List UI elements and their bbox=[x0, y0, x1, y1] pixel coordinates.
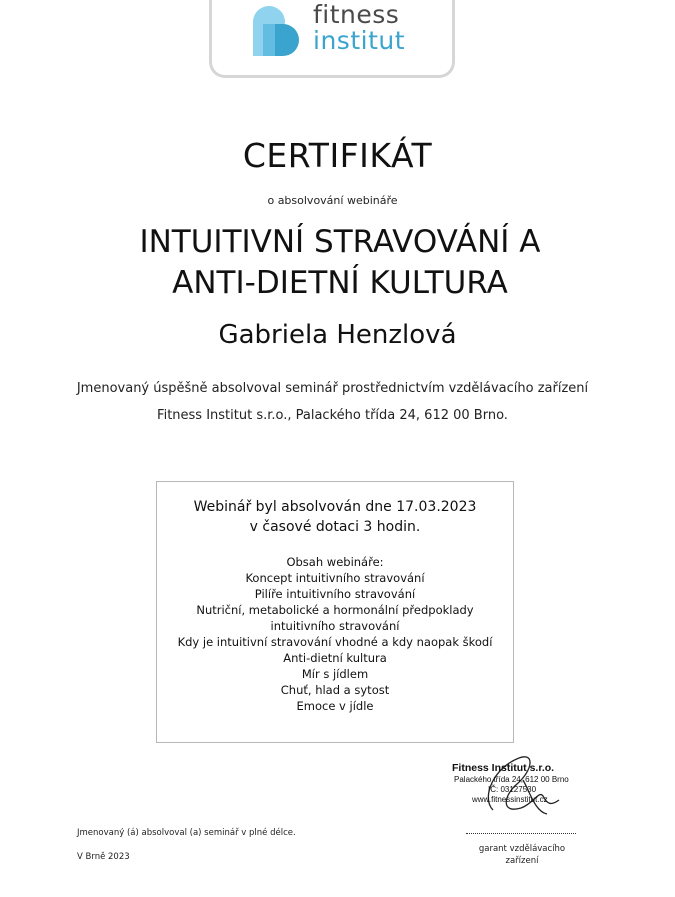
stamp-line: Palackého třída 24, 612 00 Brno bbox=[454, 775, 569, 784]
stamp-line: IČ: 03127530 bbox=[488, 785, 537, 794]
contents-item: Koncept intuitivního stravování bbox=[245, 571, 425, 585]
contents-item: Mír s jídlem bbox=[301, 667, 369, 681]
company-stamp bbox=[452, 762, 582, 805]
certificate-subtitle: o absolvování webináře bbox=[267, 194, 398, 207]
webinar-info-box bbox=[156, 481, 514, 743]
contents-item: Kdy je intuitivní stravování vhodné a kdy naopak škodí bbox=[177, 635, 493, 649]
webinar-contents bbox=[157, 554, 513, 714]
certificate-title: CERTIFIKÁT bbox=[242, 136, 433, 175]
stamp-company-name: Fitness Institut s.r.o. bbox=[452, 762, 555, 774]
contents-item: Anti-dietní kultura bbox=[283, 651, 387, 665]
guarantor-line: zařízení bbox=[505, 856, 539, 866]
statement-line: Jmenovaný úspěšně absolvoval seminář prostřednictvím vzdělávacího zařízení bbox=[76, 381, 589, 396]
footer-note: Jmenovaný (á) absolvoval (a) seminář v plné délce. bbox=[77, 828, 296, 838]
contents-item: Emoce v jídle bbox=[296, 699, 374, 713]
logo-box bbox=[209, 0, 455, 78]
contents-item: intuitivního stravování bbox=[270, 619, 400, 633]
contents-item: Chuť, hlad a sytost bbox=[280, 683, 390, 697]
completion-statement bbox=[0, 375, 665, 429]
completion-date bbox=[157, 497, 513, 537]
statement-line: Fitness Institut s.r.o., Palackého třída 24, 612 00 Brno. bbox=[157, 408, 508, 423]
fitness-institut-logo-icon bbox=[249, 2, 305, 60]
logo-text-fitness: fitness bbox=[313, 0, 400, 29]
course-title-line: ANTI-DIETNÍ KULTURA bbox=[172, 265, 508, 301]
footer-place-date: V Brně 2023 bbox=[77, 852, 130, 862]
completion-line: Webinář byl absolvován dne 17.03.2023 bbox=[193, 499, 477, 515]
signature-dotted-line bbox=[466, 823, 576, 834]
guarantor-label bbox=[462, 843, 582, 867]
course-title-line: INTUITIVNÍ STRAVOVÁNÍ A bbox=[139, 224, 541, 260]
logo-text-institut: institut bbox=[313, 26, 406, 55]
course-title bbox=[0, 222, 675, 304]
logo-wordmark bbox=[313, 2, 405, 54]
guarantor-line: garant vzdělávacího bbox=[478, 844, 566, 854]
contents-heading: Obsah webináře: bbox=[286, 555, 384, 569]
contents-item: Pilíře intuitivního stravování bbox=[254, 587, 416, 601]
stamp-line: www.fitnessinstitut.cz bbox=[472, 795, 548, 804]
completion-line: v časové dotaci 3 hodin. bbox=[249, 519, 421, 535]
participant-name: Gabriela Henzlová bbox=[218, 320, 457, 350]
contents-item: Nutriční, metabolické a hormonální předpoklady bbox=[196, 603, 474, 617]
